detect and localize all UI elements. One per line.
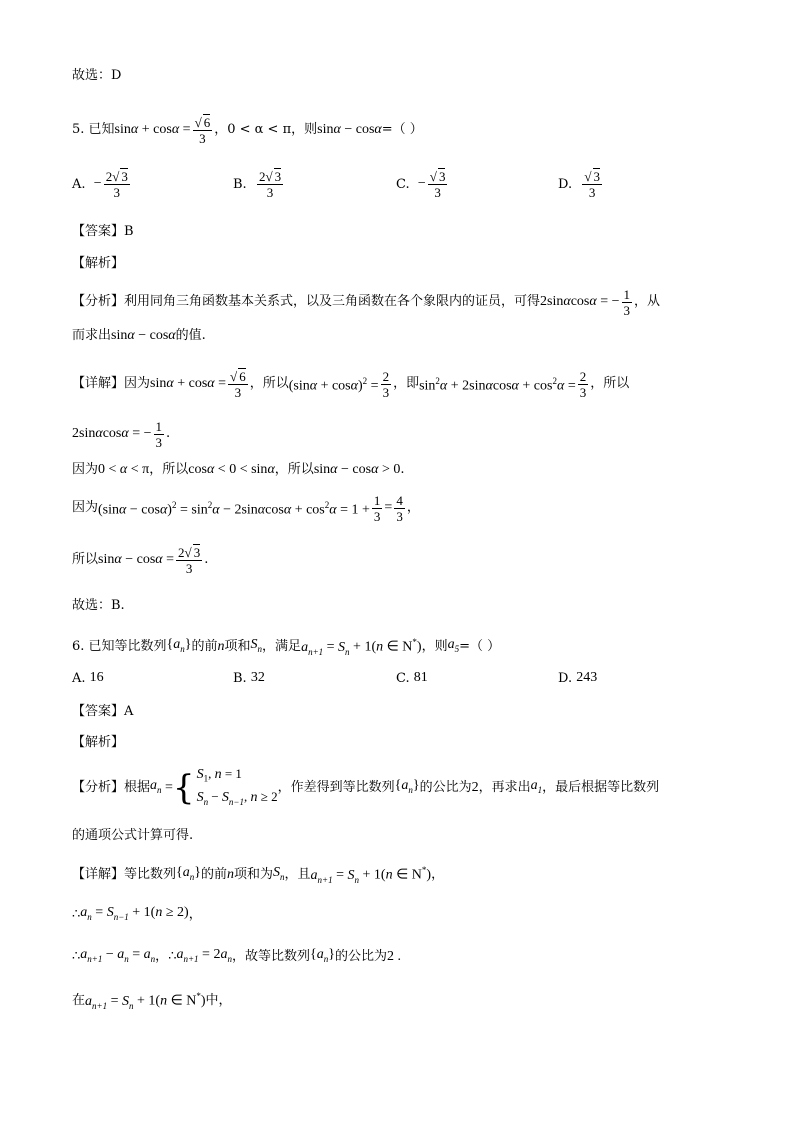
q6-fenxi: 【分析】根据 $a_n$ = { $S_1$, n = 1 $S_n - S_{n-1}$, n ≥ 2 ，作差得到等比数列 $\{a_n\}$ 的公比为 2 ，再求出 $a_1$ ，最后根据等比数列 [72, 766, 660, 808]
q5-xiangjie: 【详解】因为 sinα + cosα = $\frac{√ 6}{3}$ ，所以 $(\sin\alpha + \cos\alpha)^2$ = $\frac{2}{3}$ ，即 $\sin^2\alpha + 2\sin\alpha\cos\alpha + \cos^2\alpha$ = $\frac{2}{3}$ ，所以 [72, 368, 630, 400]
q6-stem: 6. 已知等比数列 $\{a_n\}$ 的前 n 项和 $S_n$ ，满足 $a_{n+1} = S_n + 1(n$ ∈ N*) ，则 $a_5$ =（ ） [72, 636, 501, 657]
prev-answer: 故选：D [72, 68, 122, 83]
q5-analysis-tag: 【解析】 [72, 256, 125, 271]
q5-option-b[interactable]: B. $\frac{2√ 3}{3}$ [233, 169, 282, 200]
q5-step-square: 因为 $(\sin\alpha - \cos\alpha)^2 = \sin^2\alpha - 2\sin\alpha\cos\alpha + \cos^2\alpha = 1$ + $\frac{1}{3}$ = $\frac{4}{3}$ ， [72, 492, 420, 524]
q6-option-a[interactable]: A. 16 [72, 670, 104, 686]
q5-option-c[interactable]: C. − $\frac{√ 3}{3}$ [396, 169, 446, 200]
q5-stem: 5. 已知 sinα + cosα = $\frac{√ 6}{3}$ ，0 < α < π，则 sinα − cosα =（ ） [72, 115, 423, 146]
q5-fenxi-2: 而求出 sinα − cosα 的值. [72, 328, 206, 343]
q6-fenxi-2: 的通项公式计算可得. [72, 828, 194, 843]
q6-option-c[interactable]: C. 81 [396, 670, 428, 686]
q6-answer: 【答案】A [72, 704, 134, 719]
q6-analysis-tag: 【解析】 [72, 735, 125, 750]
q6-step-1: ∴ $a_n = S_{n-1} + 1(n \ge 2)$ ， [72, 905, 202, 922]
q6-xiangjie: 【详解】等比数列 $\{a_n\}$ 的前 n 项和为 $S_n$ ，且 $a_{n+1} = S_n + 1(n$ ∈ N*) ， [72, 864, 445, 885]
q6-option-b[interactable]: B. 32 [233, 670, 265, 686]
q5-step-range: 因为 0 < α < π ，所以 cosα < 0 < sinα ，所以 sinα − cosα > 0 . [72, 462, 405, 477]
q5-answer: 【答案】B [72, 224, 134, 239]
q6-step-2: ∴ $a_{n+1} - a_n = a_n$ ， ∴ $a_{n+1} = 2a_n$ ，故等比数列 $\{a_n\}$ 的公比为 2 . [72, 947, 401, 964]
q6-step-3: 在 $a_{n+1} = S_n + 1(n$ ∈ N*) 中， [72, 991, 232, 1011]
q5-step-2sin: 2sinαcosα = − $\frac{1}{3}$ . [72, 418, 171, 450]
q5-step-result: 所以 sinα − cosα = $\frac{2√ 3}{3}$ . [72, 545, 209, 576]
q5-choose: 故选：B. [72, 598, 125, 613]
q5-option-d[interactable]: D. $\frac{√ 3}{3}$ [558, 169, 600, 200]
q5-fenxi: 【分析】利用同角三角函数基本关系式，以及三角函数在各个象限内的证员，可得 2sinαcosα = − $\frac{1}{3}$ ，从 [72, 286, 661, 318]
q5-option-a[interactable]: A. − $\frac{2√ 3}{3}$ [72, 169, 128, 200]
q6-option-d[interactable]: D. 243 [558, 670, 598, 686]
